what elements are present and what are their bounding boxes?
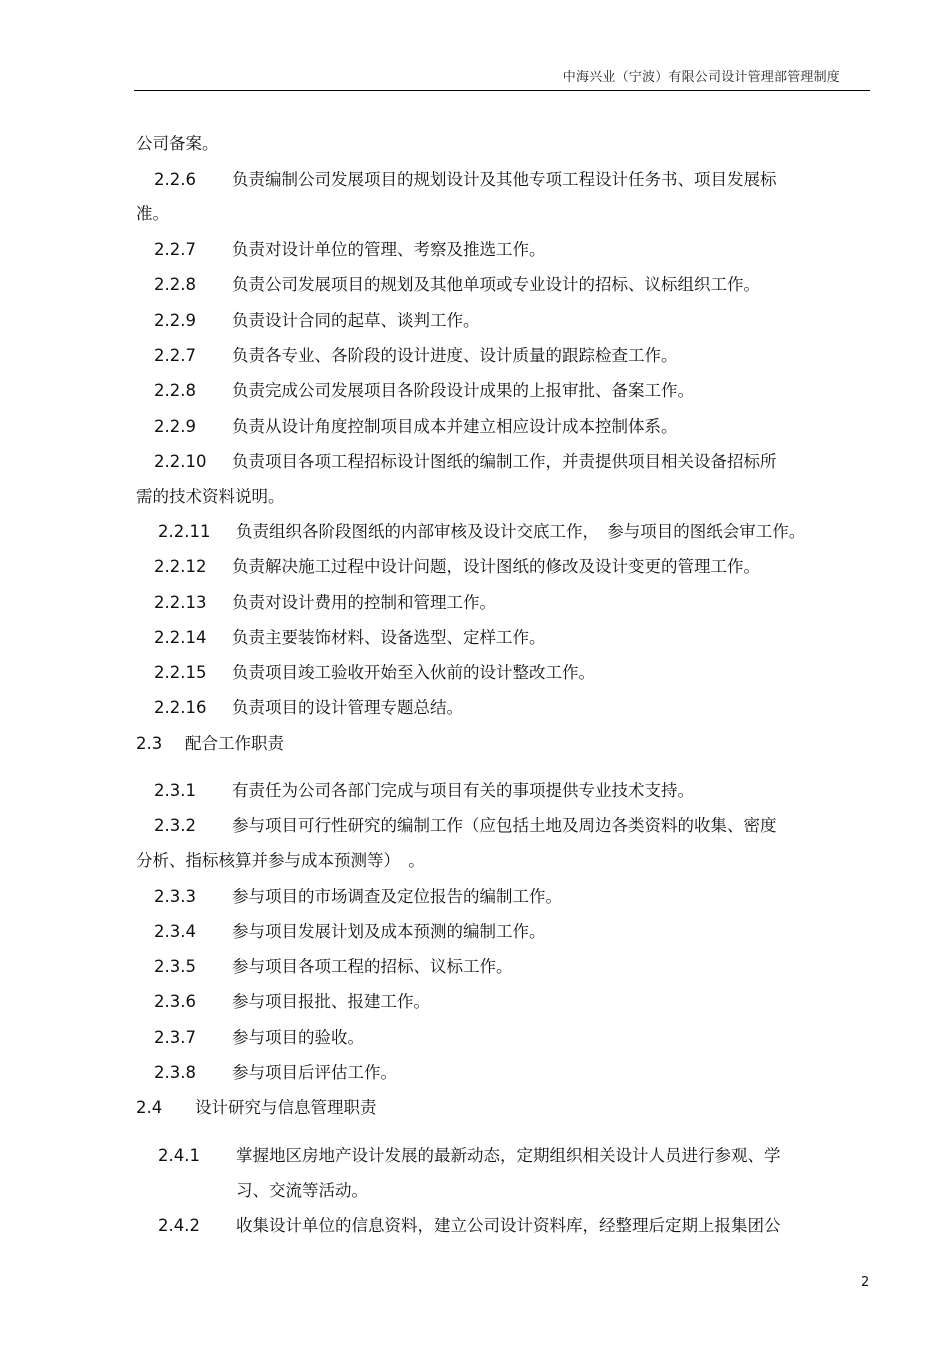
line-text: 配合工作职责 [185,734,284,753]
section-number: 2.3.8 [154,1063,196,1082]
line-text: 收集设计单位的信息资料，建立公司设计资料库，经整理后定期上报集团公 [236,1216,781,1235]
section-number: 2.3.1 [154,781,196,800]
line-text: 负责公司发展项目的规划及其他单项或专业设计的招标、议标组织工作。 [232,275,760,294]
section-number: 2.2.12 [154,557,207,576]
section-number: 2.2.7 [154,346,196,365]
line-text: 负责项目的设计管理专题总结。 [232,698,463,717]
section-number: 2.2.14 [154,628,207,647]
section-number: 2.3.2 [154,816,196,835]
section-number: 2.2.8 [154,381,196,400]
line-text: 习、交流等活动。 [236,1181,368,1200]
line-text: 掌握地区房地产设计发展的最新动态，定期组织相关设计人员进行参观、学 [236,1146,781,1165]
line-text: 负责编制公司发展项目的规划设计及其他专项工程设计任务书、项目发展标 [232,170,777,189]
section-number: 2.3 [136,734,163,753]
section-number: 2.2.16 [154,698,207,717]
section-number: 2.2.13 [154,593,207,612]
page-number: 2 [861,1275,870,1290]
section-number: 2.3.5 [154,957,196,976]
section-number: 2.3.6 [154,992,196,1011]
line-text: 有责任为公司各部门完成与项目有关的事项提供专业技术支持。 [232,781,694,800]
section-number: 2.3.3 [154,887,196,906]
section-number: 2.2.8 [154,275,196,294]
line-text: 负责对设计费用的控制和管理工作。 [232,593,496,612]
header-rule [134,90,870,91]
section-number: 2.2.9 [154,417,196,436]
line-text: 参与项目可行性研究的编制工作（应包括土地及周边各类资料的收集、密度 [232,816,777,835]
line-text: 设计研究与信息管理职责 [195,1098,377,1117]
section-number: 2.2.9 [154,311,196,330]
line-text: 负责项目各项工程招标设计图纸的编制工作，并责提供项目相关设备招标所 [232,452,777,471]
line-text: 公司备案。 [136,134,219,153]
line-text: 负责各专业、各阶段的设计进度、设计质量的跟踪检查工作。 [232,346,678,365]
section-number: 2.3.7 [154,1028,196,1047]
line-text: 负责项目竣工验收开始至入伙前的设计整改工作。 [232,663,595,682]
line-text: 负责组织各阶段图纸的内部审核及设计交底工作， 参与项目的图纸会审工作。 [236,522,806,541]
section-number: 2.4.2 [158,1216,200,1235]
line-text: 参与项目的验收。 [232,1028,364,1047]
section-number: 2.2.11 [158,522,211,541]
section-number: 2.2.6 [154,170,196,189]
line-text: 负责完成公司发展项目各阶段设计成果的上报审批、备案工作。 [232,381,694,400]
line-text: 负责从设计角度控制项目成本并建立相应设计成本控制体系。 [232,417,678,436]
line-text: 分析、指标核算并参与成本预测等） 。 [136,851,425,870]
section-number: 2.4.1 [158,1146,200,1165]
line-text: 参与项目后评估工作。 [232,1063,397,1082]
section-number: 2.2.15 [154,663,207,682]
line-text: 负责设计合同的起草、谈判工作。 [232,311,480,330]
line-text: 参与项目各项工程的招标、议标工作。 [232,957,513,976]
section-number: 2.2.7 [154,240,196,259]
line-text: 准。 [136,204,169,223]
line-text: 参与项目的市场调查及定位报告的编制工作。 [232,887,562,906]
line-text: 需的技术资料说明。 [136,487,285,506]
section-number: 2.2.10 [154,452,207,471]
line-text: 负责解决施工过程中设计问题，设计图纸的修改及设计变更的管理工作。 [232,557,760,576]
line-text: 负责主要装饰材料、设备选型、定样工作。 [232,628,546,647]
line-text: 参与项目发展计划及成本预测的编制工作。 [232,922,546,941]
section-number: 2.4 [136,1098,163,1117]
line-text: 负责对设计单位的管理、考察及推选工作。 [232,240,546,259]
line-text: 参与项目报批、报建工作。 [232,992,430,1011]
running-header: 中海兴业（宁波）有限公司设计管理部管理制度 [562,70,840,85]
section-number: 2.3.4 [154,922,196,941]
